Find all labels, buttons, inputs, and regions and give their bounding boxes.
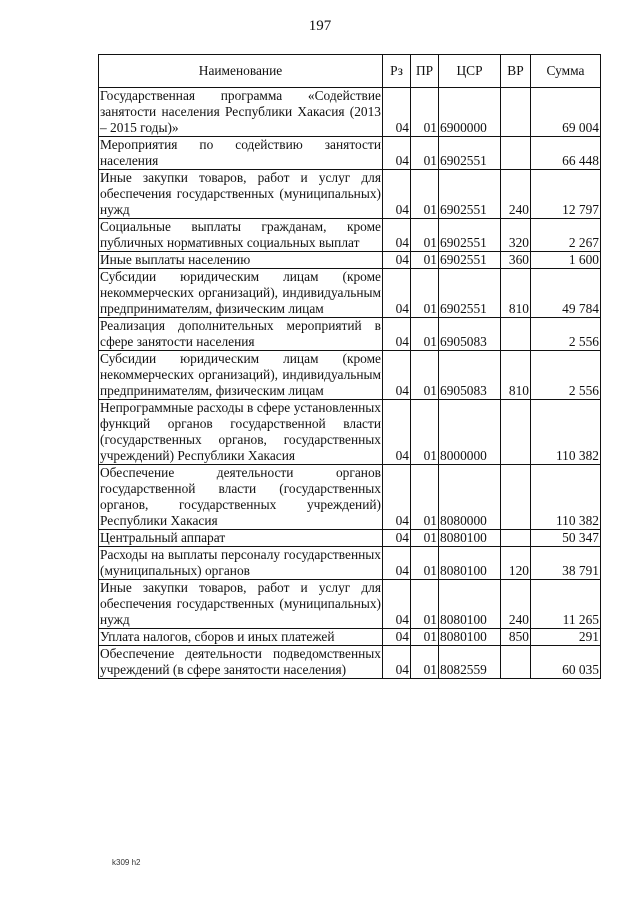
cell-csr: 6900000 (439, 88, 501, 137)
table-body (99, 88, 601, 679)
cell-rz: 04 (383, 646, 411, 679)
cell-rz: 04 (383, 465, 411, 530)
cell-name: Обеспечение деятельности органов государственной власти (государственных органов, государственных учреждений) Республики Хакасия (100, 465, 381, 528)
cell-name: Расходы на выплаты персоналу государственных (муниципальных) органов (100, 547, 381, 578)
cell-rz: 04 (383, 351, 411, 400)
table-row (99, 646, 601, 679)
table-row (99, 137, 601, 170)
cell-vr: 120 (501, 547, 531, 580)
header-csr: ЦСР (439, 55, 501, 88)
header-vr: ВР (501, 55, 531, 88)
cell-sum: 2 556 (531, 351, 601, 400)
cell-rz: 04 (383, 318, 411, 351)
header-name: Наименование (99, 55, 383, 88)
header-pr: ПР (411, 55, 439, 88)
cell-sum: 1 600 (531, 252, 601, 269)
cell-rz: 04 (383, 170, 411, 219)
cell-rz: 04 (383, 137, 411, 170)
cell-csr: 6902551 (439, 170, 501, 219)
cell-name: Иные выплаты населению (99, 252, 383, 269)
cell-sum: 2 267 (531, 219, 601, 252)
cell-vr (501, 137, 531, 170)
cell-name: Субсидии юридическим лицам (кроме некоммерческих организаций), индивидуальным предпринимателям, физическим лицам (100, 269, 381, 316)
cell-csr: 6905083 (439, 318, 501, 351)
header-rz: Рз (383, 55, 411, 88)
cell-vr: 810 (501, 269, 531, 318)
cell-sum: 69 004 (531, 88, 601, 137)
cell-vr: 810 (501, 351, 531, 400)
cell-sum: 110 382 (531, 400, 601, 465)
cell-csr: 6902551 (439, 269, 501, 318)
cell-pr: 01 (411, 318, 439, 351)
cell-vr: 360 (501, 252, 531, 269)
cell-name: Центральный аппарат (99, 530, 383, 547)
cell-sum: 110 382 (531, 465, 601, 530)
cell-pr: 01 (411, 629, 439, 646)
cell-rz: 04 (383, 580, 411, 629)
cell-sum: 60 035 (531, 646, 601, 679)
cell-pr: 01 (411, 465, 439, 530)
cell-vr: 240 (501, 580, 531, 629)
table-row (99, 400, 601, 465)
cell-csr: 8080100 (439, 580, 501, 629)
cell-pr: 01 (411, 137, 439, 170)
table-row (99, 547, 601, 580)
cell-vr: 850 (501, 629, 531, 646)
cell-csr: 8080100 (439, 547, 501, 580)
cell-pr: 01 (411, 530, 439, 547)
cell-vr (501, 88, 531, 137)
cell-sum: 12 797 (531, 170, 601, 219)
cell-rz: 04 (383, 400, 411, 465)
cell-name: Уплата налогов, сборов и иных платежей (99, 629, 383, 646)
cell-name: Реализация дополнительных мероприятий в сфере занятости населения (100, 318, 381, 349)
cell-vr: 240 (501, 170, 531, 219)
cell-csr: 8080100 (439, 530, 501, 547)
header-sum: Сумма (531, 55, 601, 88)
cell-vr (501, 400, 531, 465)
cell-name: Социальные выплаты гражданам, кроме публичных нормативных социальных выплат (100, 219, 381, 250)
cell-csr: 8080000 (439, 465, 501, 530)
cell-pr: 01 (411, 252, 439, 269)
cell-sum: 66 448 (531, 137, 601, 170)
cell-csr: 8080100 (439, 629, 501, 646)
table-row (99, 170, 601, 219)
table-row (99, 465, 601, 530)
cell-csr: 6902551 (439, 137, 501, 170)
table-row (99, 219, 601, 252)
cell-vr (501, 465, 531, 530)
cell-name: Иные закупки товаров, работ и услуг для обеспечения государственных (муниципальных) нужд (100, 580, 381, 627)
cell-rz: 04 (383, 629, 411, 646)
table-row (99, 351, 601, 400)
cell-csr: 8000000 (439, 400, 501, 465)
table-row (99, 580, 601, 629)
cell-vr (501, 646, 531, 679)
cell-csr: 8082559 (439, 646, 501, 679)
table-row (99, 530, 601, 547)
cell-vr: 320 (501, 219, 531, 252)
cell-rz: 04 (383, 252, 411, 269)
cell-pr: 01 (411, 580, 439, 629)
table-row (99, 88, 601, 137)
cell-rz: 04 (383, 219, 411, 252)
table-row (99, 252, 601, 269)
cell-sum: 291 (531, 629, 601, 646)
cell-pr: 01 (411, 646, 439, 679)
cell-pr: 01 (411, 547, 439, 580)
cell-pr: 01 (411, 400, 439, 465)
budget-table (98, 54, 601, 679)
cell-name: Государственная программа «Содействие занятости населения Республики Хакасия (2013 – 2015 годы)» (100, 88, 381, 135)
cell-name: Субсидии юридическим лицам (кроме некоммерческих организаций), индивидуальным предпринимателям, физическим лицам (100, 351, 381, 398)
table-row (99, 269, 601, 318)
cell-sum: 38 791 (531, 547, 601, 580)
page-number: 197 (308, 18, 332, 34)
cell-rz: 04 (383, 88, 411, 137)
cell-name: Мероприятия по содействию занятости населения (100, 137, 381, 168)
cell-vr (501, 530, 531, 547)
cell-rz: 04 (383, 530, 411, 547)
cell-sum: 49 784 (531, 269, 601, 318)
footer-code: k309 h2 (112, 858, 141, 867)
cell-pr: 01 (411, 219, 439, 252)
cell-rz: 04 (383, 269, 411, 318)
cell-sum: 2 556 (531, 318, 601, 351)
table-row (99, 318, 601, 351)
cell-name: Иные закупки товаров, работ и услуг для обеспечения государственных (муниципальных) нужд (100, 170, 381, 217)
cell-sum: 11 265 (531, 580, 601, 629)
cell-vr (501, 318, 531, 351)
cell-pr: 01 (411, 170, 439, 219)
cell-name: Непрограммные расходы в сфере установленных функций органов государственной власти (государственных органов, государственных учреждений) Республики Хакасия (100, 400, 381, 463)
cell-csr: 6902551 (439, 219, 501, 252)
cell-name: Обеспечение деятельности подведомственных учреждений (в сфере занятости населения) (100, 646, 381, 677)
cell-csr: 6902551 (439, 252, 501, 269)
cell-csr: 6905083 (439, 351, 501, 400)
cell-rz: 04 (383, 547, 411, 580)
cell-pr: 01 (411, 88, 439, 137)
cell-sum: 50 347 (531, 530, 601, 547)
table-row (99, 629, 601, 646)
table-header-row (99, 55, 601, 88)
cell-pr: 01 (411, 269, 439, 318)
cell-pr: 01 (411, 351, 439, 400)
